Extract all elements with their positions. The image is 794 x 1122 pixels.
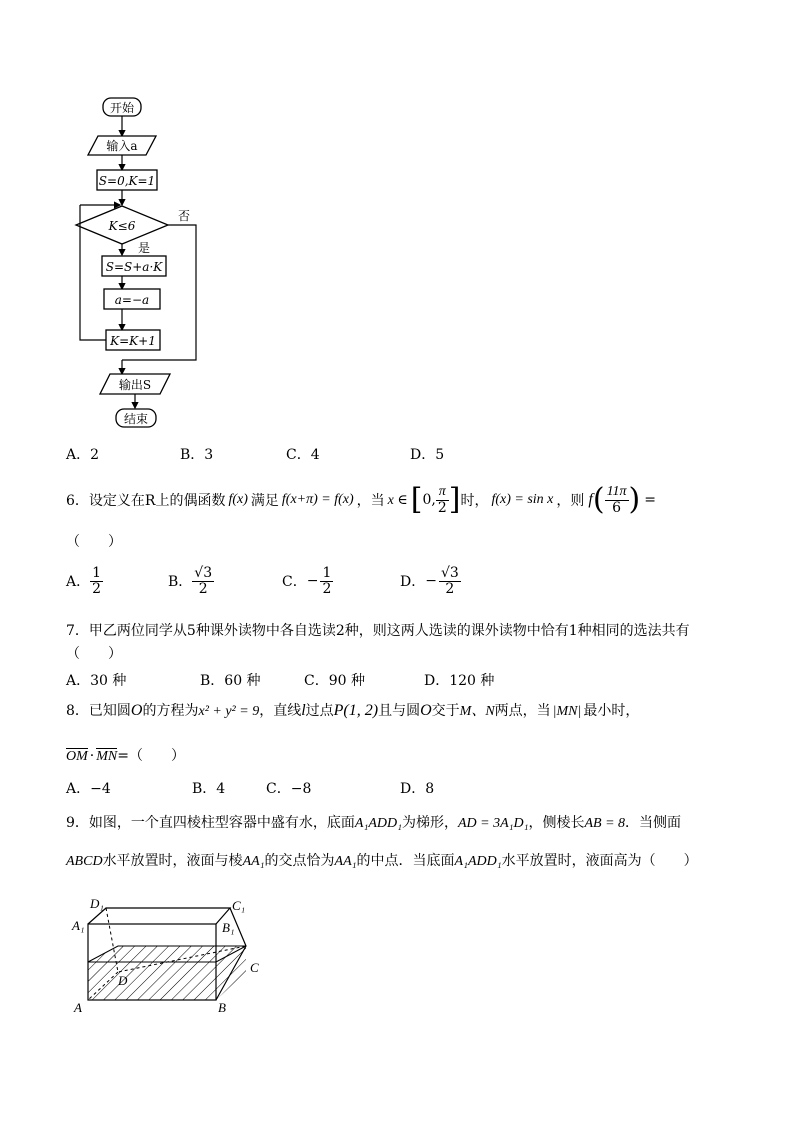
q6-a-den: 2 (92, 580, 102, 597)
label-d1: D₁ (90, 896, 104, 911)
q5-option-c[interactable]: C．4 (286, 447, 320, 463)
q8-line-l: l (301, 702, 306, 719)
q6-periodicity: f(x+π) = f(x) (281, 492, 354, 507)
q9-text-1: 9．如图，一个直四棱柱型容器中盛有水，底面 (66, 815, 355, 831)
q6-left-bracket: [ (410, 482, 423, 517)
q8-vector-om: OM (66, 749, 88, 764)
q6-b-num: √3 (194, 565, 213, 581)
q6-d-num: √3 (440, 565, 459, 581)
q6-c-minus: − (306, 573, 319, 590)
q6-fx: f(x) (228, 492, 248, 507)
q9-stem-2 (66, 850, 698, 870)
q8-option-d[interactable]: D．8 (400, 781, 435, 797)
q9-base-face: A₁ADD₁ (354, 816, 402, 831)
q6-option-a-label: A． (66, 574, 91, 591)
flow-negate-label: a=−a (114, 293, 150, 307)
q8-text-1: 8．已知圆 (66, 703, 131, 719)
flowchart (60, 92, 220, 437)
q8-text-3: ，直线 (259, 703, 302, 719)
q6-text-3: ，当 (356, 493, 385, 509)
q6-11pi: 11π (606, 483, 627, 499)
q6-d-den: 2 (445, 580, 455, 597)
q6-text-4: 时， (460, 493, 489, 509)
q6-option-b-value (192, 566, 214, 596)
q6-option-c-label: C． (282, 574, 307, 591)
q9-face-abcd: ABCD (66, 854, 103, 869)
flow-start-label: 开始 (109, 101, 135, 115)
q7-option-a[interactable]: A．30 种 (66, 673, 127, 689)
q6-equals: = (644, 492, 656, 508)
q8-point-p: P(1, 2) (333, 702, 379, 719)
q8-text-7: 两点，当 (494, 703, 551, 719)
q8-dot: · (89, 748, 95, 764)
q8-text-2: 的方程为 (142, 703, 199, 719)
q8-text-4: 过点 (305, 703, 334, 719)
q6-stem (66, 478, 656, 522)
q9-text-8: 水平放置时，液面高为（ ） (501, 853, 698, 869)
q6-option-d[interactable] (400, 566, 461, 596)
q6-f: f (588, 491, 593, 508)
q8-vector-line (66, 745, 185, 765)
flow-sum-label: S=S+a·K (105, 260, 163, 274)
q9-ad-relation: AD = 3A₁D₁ (457, 816, 529, 831)
q6-pi-over-2 (436, 485, 449, 515)
flow-no-label: 否 (178, 209, 191, 223)
q6-pi: π (436, 485, 449, 501)
q6-option-b-label: B． (168, 574, 193, 591)
flow-end-label: 结束 (123, 412, 149, 426)
flow-yes-label: 是 (137, 241, 151, 255)
flow-init-label: S=0,K=1 (98, 174, 156, 188)
q9-text-6: 的交点恰为 (264, 853, 335, 869)
q8-option-c[interactable]: C．−8 (266, 781, 312, 797)
q9-edge-aa1-2: AA₁ (334, 854, 357, 869)
q6-text-2: 满足 (250, 493, 279, 509)
q8-circle-o-2: O (420, 702, 432, 719)
q6-interval-lower: 0, (422, 492, 436, 508)
q8-option-a[interactable]: A．−4 (66, 781, 111, 797)
q9-text-4: ．当侧面 (625, 815, 682, 831)
q9-text-3: ，侧棱长 (528, 815, 585, 831)
q6-option-c[interactable] (282, 566, 333, 596)
q6-two: 2 (437, 499, 447, 516)
q6-right-bracket: ] (448, 482, 461, 517)
q6-11pi-over-6 (605, 485, 629, 515)
q9-text-2: 为梯形， (401, 815, 458, 831)
flow-input-label: 输入a (106, 139, 138, 153)
q8-points-mn: M、N (459, 704, 495, 719)
label-b: B (218, 1000, 226, 1015)
q5-option-b[interactable]: B．3 (180, 447, 214, 463)
q9-text-5: 水平放置时，液面与棱 (102, 853, 243, 869)
q6-option-d-value (439, 566, 461, 596)
q9-base-face-2: A₁ADD₁ (454, 854, 502, 869)
q6-b-den: 2 (198, 580, 208, 597)
q7-option-d[interactable]: D．120 种 (424, 673, 495, 689)
q8-circle-o: O (130, 702, 143, 719)
q9-ab-length: AB = 8 (584, 816, 626, 831)
q6-a-num: 1 (92, 565, 102, 581)
q8-abs-mn: |MN| (552, 704, 582, 719)
q6-c-num: 1 (322, 565, 332, 581)
prism-figure (66, 890, 276, 1020)
q6-right-paren: ) (628, 482, 641, 517)
q6-left-paren: ( (592, 482, 605, 517)
q7-option-c[interactable]: C．90 种 (304, 673, 365, 689)
q9-text-7: 的中点．当底面 (356, 853, 455, 869)
q6-d-minus: − (425, 573, 437, 590)
label-a1: A₁ (72, 918, 85, 933)
q6-option-d-label: D． (400, 574, 426, 591)
q7-paren: （ ） (66, 646, 122, 662)
q8-text-5: 且与圆 (378, 703, 421, 719)
label-c1: C₁ (232, 898, 246, 913)
q8-option-b[interactable]: B．4 (192, 781, 226, 797)
q8-text-8: 最小时， (583, 703, 640, 719)
q6-option-c-value (320, 566, 333, 596)
q5-option-a[interactable]: A．2 (66, 447, 100, 463)
q8-circle-equation: x² + y² = 9 (198, 704, 260, 719)
label-c: C (250, 960, 259, 975)
q8-text-6: 交于 (431, 703, 460, 719)
label-d: D (118, 973, 128, 988)
label-a: A (74, 1000, 82, 1015)
q9-stem-1 (66, 812, 681, 832)
flow-increment-label: K=K+1 (110, 334, 156, 348)
q6-option-a[interactable] (66, 566, 103, 596)
q6-option-b[interactable] (168, 566, 214, 596)
q7-option-b[interactable]: B．60 种 (200, 673, 261, 689)
q6-text-5: ，则 (556, 493, 585, 509)
q6-sin-def: f(x) = sin x (491, 492, 554, 507)
q8-tail: =（ ） (117, 748, 185, 764)
q6-text-1: 6．设定义在R上的偶函数 (66, 493, 226, 509)
q9-edge-aa1: AA₁ (242, 854, 265, 869)
q8-stem (66, 700, 639, 720)
water-front (88, 962, 216, 1000)
flow-condition-label: K≤6 (108, 219, 136, 233)
label-b1: B₁ (222, 920, 235, 935)
q6-c-den: 2 (322, 580, 332, 597)
q6-paren: （ ） (66, 534, 122, 550)
q6-x-in: x ∈ (387, 492, 408, 508)
flow-output-label: 输出S (118, 378, 152, 392)
q6-six: 6 (612, 499, 622, 516)
q7-stem: 7．甲乙两位同学从5种课外读物中各自选读2种，则这两人选读的课外读物中恰有1种相同的选法共有 (66, 623, 690, 639)
q8-vector-mn: MN (96, 749, 118, 764)
q5-option-d[interactable]: D．5 (410, 447, 445, 463)
q6-option-a-value (90, 566, 103, 596)
